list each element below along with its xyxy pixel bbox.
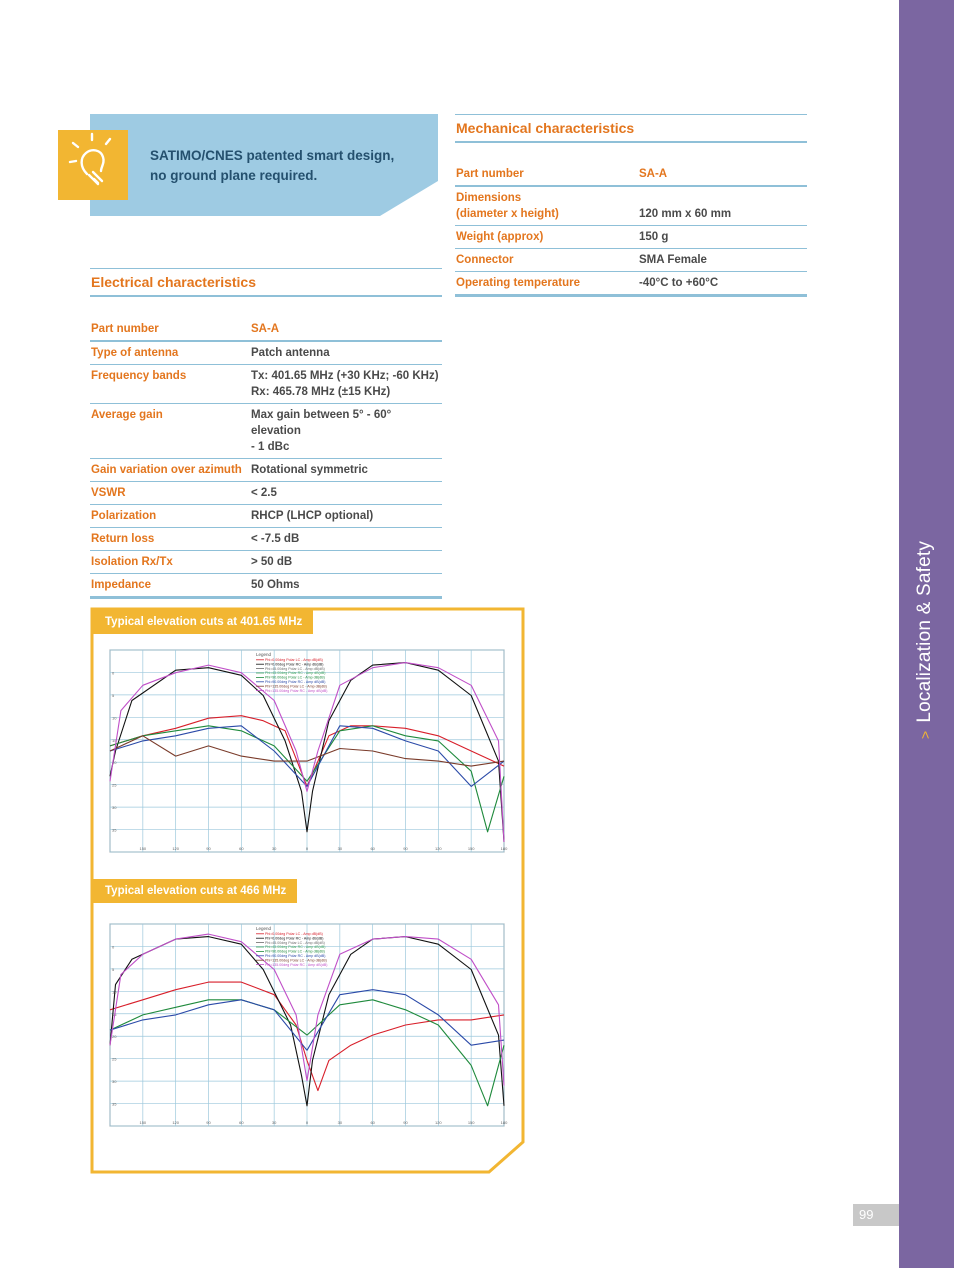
legend-entry: Phi=90.00deg Polar RC - Amp dB(dB) (265, 680, 326, 684)
x-tick-label: 90 (403, 1120, 408, 1125)
row-value: Rotational symmetric (251, 459, 442, 482)
plot-1 (106, 646, 508, 865)
row-label: Impedance (90, 574, 251, 598)
electrical-section (90, 268, 442, 599)
legend-entry: Phi=135.00deg Polar RC - Amp dB(dB) (265, 688, 328, 693)
legend-entry: Phi=0.00deg Polar LC - Amp dB(dB) (265, 932, 323, 936)
legend-entry: Phi=45.00deg Polar RC - Amp dB(dB) (265, 945, 326, 950)
row-value: SA-A (639, 163, 807, 186)
x-tick-label: 120 (172, 1120, 180, 1125)
y-tick-label: 10 (112, 715, 117, 721)
row-label: Gain variation over azimuth (90, 459, 251, 482)
mechanical-section (455, 114, 807, 297)
table-row (90, 482, 442, 505)
table-row (455, 226, 807, 249)
y-tick-label: 15 (112, 1011, 117, 1017)
table-row (90, 404, 442, 459)
table-row (90, 318, 442, 341)
y-tick-label: 5 (112, 966, 115, 972)
y-tick-label: 10 (112, 989, 117, 995)
legend-title: Legend (256, 652, 272, 657)
row-value: 50 Ohms (251, 574, 442, 598)
row-label: Type of antenna (90, 341, 251, 365)
page-number: 99 (853, 1204, 899, 1226)
x-tick-label: 60 (370, 846, 375, 851)
table-row (90, 365, 442, 404)
legend (256, 926, 327, 967)
table-row (455, 186, 807, 226)
row-label: Weight (approx) (455, 226, 639, 249)
x-tick-label: 30 (337, 1120, 343, 1125)
mechanical-table (455, 163, 807, 297)
legend-entry: Phi=90.00deg Polar LC - Amp dB(dB) (265, 949, 325, 954)
row-value: SMA Female (639, 249, 807, 272)
x-tick-label: 150 (467, 1120, 475, 1125)
electrical-table (90, 318, 442, 599)
legend-entry: Phi=90.00deg Polar LC - Amp dB(dB) (265, 675, 325, 680)
row-label (455, 186, 639, 226)
y-tick-label: 0 (112, 944, 115, 950)
y-tick-label: 15 (112, 737, 117, 743)
plot-2 (106, 920, 508, 1139)
legend-title: Legend (256, 926, 272, 931)
row-label: Frequency bands (90, 365, 251, 404)
row-label: Part number (455, 163, 639, 186)
x-tick-label: 60 (239, 1120, 244, 1125)
x-tick-label: 0 (305, 1120, 309, 1125)
table-row (90, 341, 442, 365)
x-tick-label: 30 (271, 1120, 277, 1125)
table-row (455, 272, 807, 296)
x-tick-label: 60 (239, 846, 244, 851)
row-value (251, 404, 442, 459)
x-tick-label: 90 (206, 846, 211, 851)
row-label: Operating temperature (455, 272, 639, 296)
section-label-text: Localization & Safety (914, 540, 935, 723)
x-tick-label: 60 (370, 1120, 375, 1125)
row-value: 150 g (639, 226, 807, 249)
row-label: Part number (90, 318, 251, 341)
y-tick-label: 25 (112, 782, 117, 788)
row-label: Average gain (90, 404, 251, 459)
x-tick-label: 30 (271, 846, 277, 851)
legend-entry: Phi=90.00deg Polar RC - Amp dB(dB) (265, 954, 326, 958)
section-label (914, 541, 936, 739)
legend-entry: Phi=45.00deg Polar RC - Amp dB(dB) (265, 671, 326, 676)
row-value (251, 365, 442, 404)
legend-entry: Phi=45.00deg Polar LC - Amp dB(dB) (265, 940, 325, 945)
row-value-line-2: - 1 dBc (251, 441, 290, 453)
legend-entry: Phi=135.00deg Polar RC - Amp dB(dB) (265, 962, 328, 967)
divider (90, 295, 442, 297)
y-tick-label: 0 (112, 670, 115, 676)
x-tick-label: 150 (139, 846, 147, 851)
legend-entry: Phi=135.00deg Polar LC - Amp dB(dB) (265, 684, 327, 689)
table-row (455, 249, 807, 272)
x-tick-label: 120 (172, 846, 180, 851)
chevron-right-icon: > (917, 730, 933, 740)
x-tick-label: 150 (139, 1120, 147, 1125)
table-row (90, 551, 442, 574)
y-tick-label: 35 (112, 1101, 117, 1107)
row-value: -40°C to +60°C (639, 272, 807, 296)
x-tick-label: 120 (434, 846, 442, 851)
callout-text (150, 146, 435, 186)
table-row (90, 574, 442, 598)
legend-entry: Phi=0.00deg Polar LC - Amp dB(dB) (265, 658, 323, 662)
legend-entry: Phi=135.00deg Polar LC - Amp dB(dB) (265, 958, 327, 963)
callout-line-2: no ground plane required. (150, 168, 318, 183)
row-value-line-1: Max gain between 5° - 60° elevation (251, 409, 392, 437)
y-tick-label: 25 (112, 1056, 117, 1062)
plot-1-svg (106, 646, 508, 860)
x-tick-label: 90 (206, 1120, 211, 1125)
row-value: 120 mm x 60 mm (639, 186, 807, 226)
row-value: SA-A (251, 318, 442, 341)
legend-entry: Phi=0.00deg Polar RC - Amp dB(dB) (265, 936, 324, 941)
table-row (455, 163, 807, 186)
row-label-line-1: Dimensions (456, 192, 522, 204)
row-value: > 50 dB (251, 551, 442, 574)
row-label-line-2: (diameter x height) (456, 208, 559, 220)
row-value: < -7.5 dB (251, 528, 442, 551)
row-value-line-1: Tx: 401.65 MHz (+30 KHz; -60 KHz) (251, 370, 439, 382)
y-tick-label: 20 (112, 1034, 117, 1040)
row-value: Patch antenna (251, 341, 442, 365)
x-tick-label: 180 (500, 846, 508, 851)
divider (455, 141, 807, 143)
y-tick-label: 35 (112, 827, 117, 833)
plot-2-title: Typical elevation cuts at 466 MHz (93, 879, 297, 903)
row-value: RHCP (LHCP optional) (251, 505, 442, 528)
mechanical-title: Mechanical characteristics (456, 120, 635, 136)
legend-entry: Phi=45.00deg Polar LC - Amp dB(dB) (265, 666, 325, 671)
y-tick-label: 30 (112, 1079, 117, 1085)
plot-2-svg (106, 920, 508, 1134)
row-label: VSWR (90, 482, 251, 505)
row-label: Return loss (90, 528, 251, 551)
x-tick-label: 0 (305, 846, 309, 851)
row-value: < 2.5 (251, 482, 442, 505)
x-tick-label: 120 (434, 1120, 442, 1125)
row-value-line-2: Rx: 465.78 MHz (±15 KHz) (251, 386, 391, 398)
legend (256, 652, 327, 693)
y-tick-label: 30 (112, 805, 117, 811)
x-tick-label: 90 (403, 846, 408, 851)
callout-line-1: SATIMO/CNES patented smart design, (150, 148, 395, 163)
y-tick-label: 20 (112, 760, 117, 766)
row-label: Connector (455, 249, 639, 272)
x-tick-label: 180 (500, 1120, 508, 1125)
row-label: Isolation Rx/Tx (90, 551, 251, 574)
plot-1-title: Typical elevation cuts at 401.65 MHz (93, 610, 313, 634)
x-tick-label: 150 (467, 846, 475, 851)
table-row (90, 505, 442, 528)
row-label: Polarization (90, 505, 251, 528)
legend-entry: Phi=0.00deg Polar RC - Amp dB(dB) (265, 662, 324, 667)
y-tick-label: 5 (112, 692, 115, 698)
x-tick-label: 30 (337, 846, 343, 851)
electrical-title: Electrical characteristics (91, 274, 256, 290)
table-row (90, 528, 442, 551)
table-row (90, 459, 442, 482)
